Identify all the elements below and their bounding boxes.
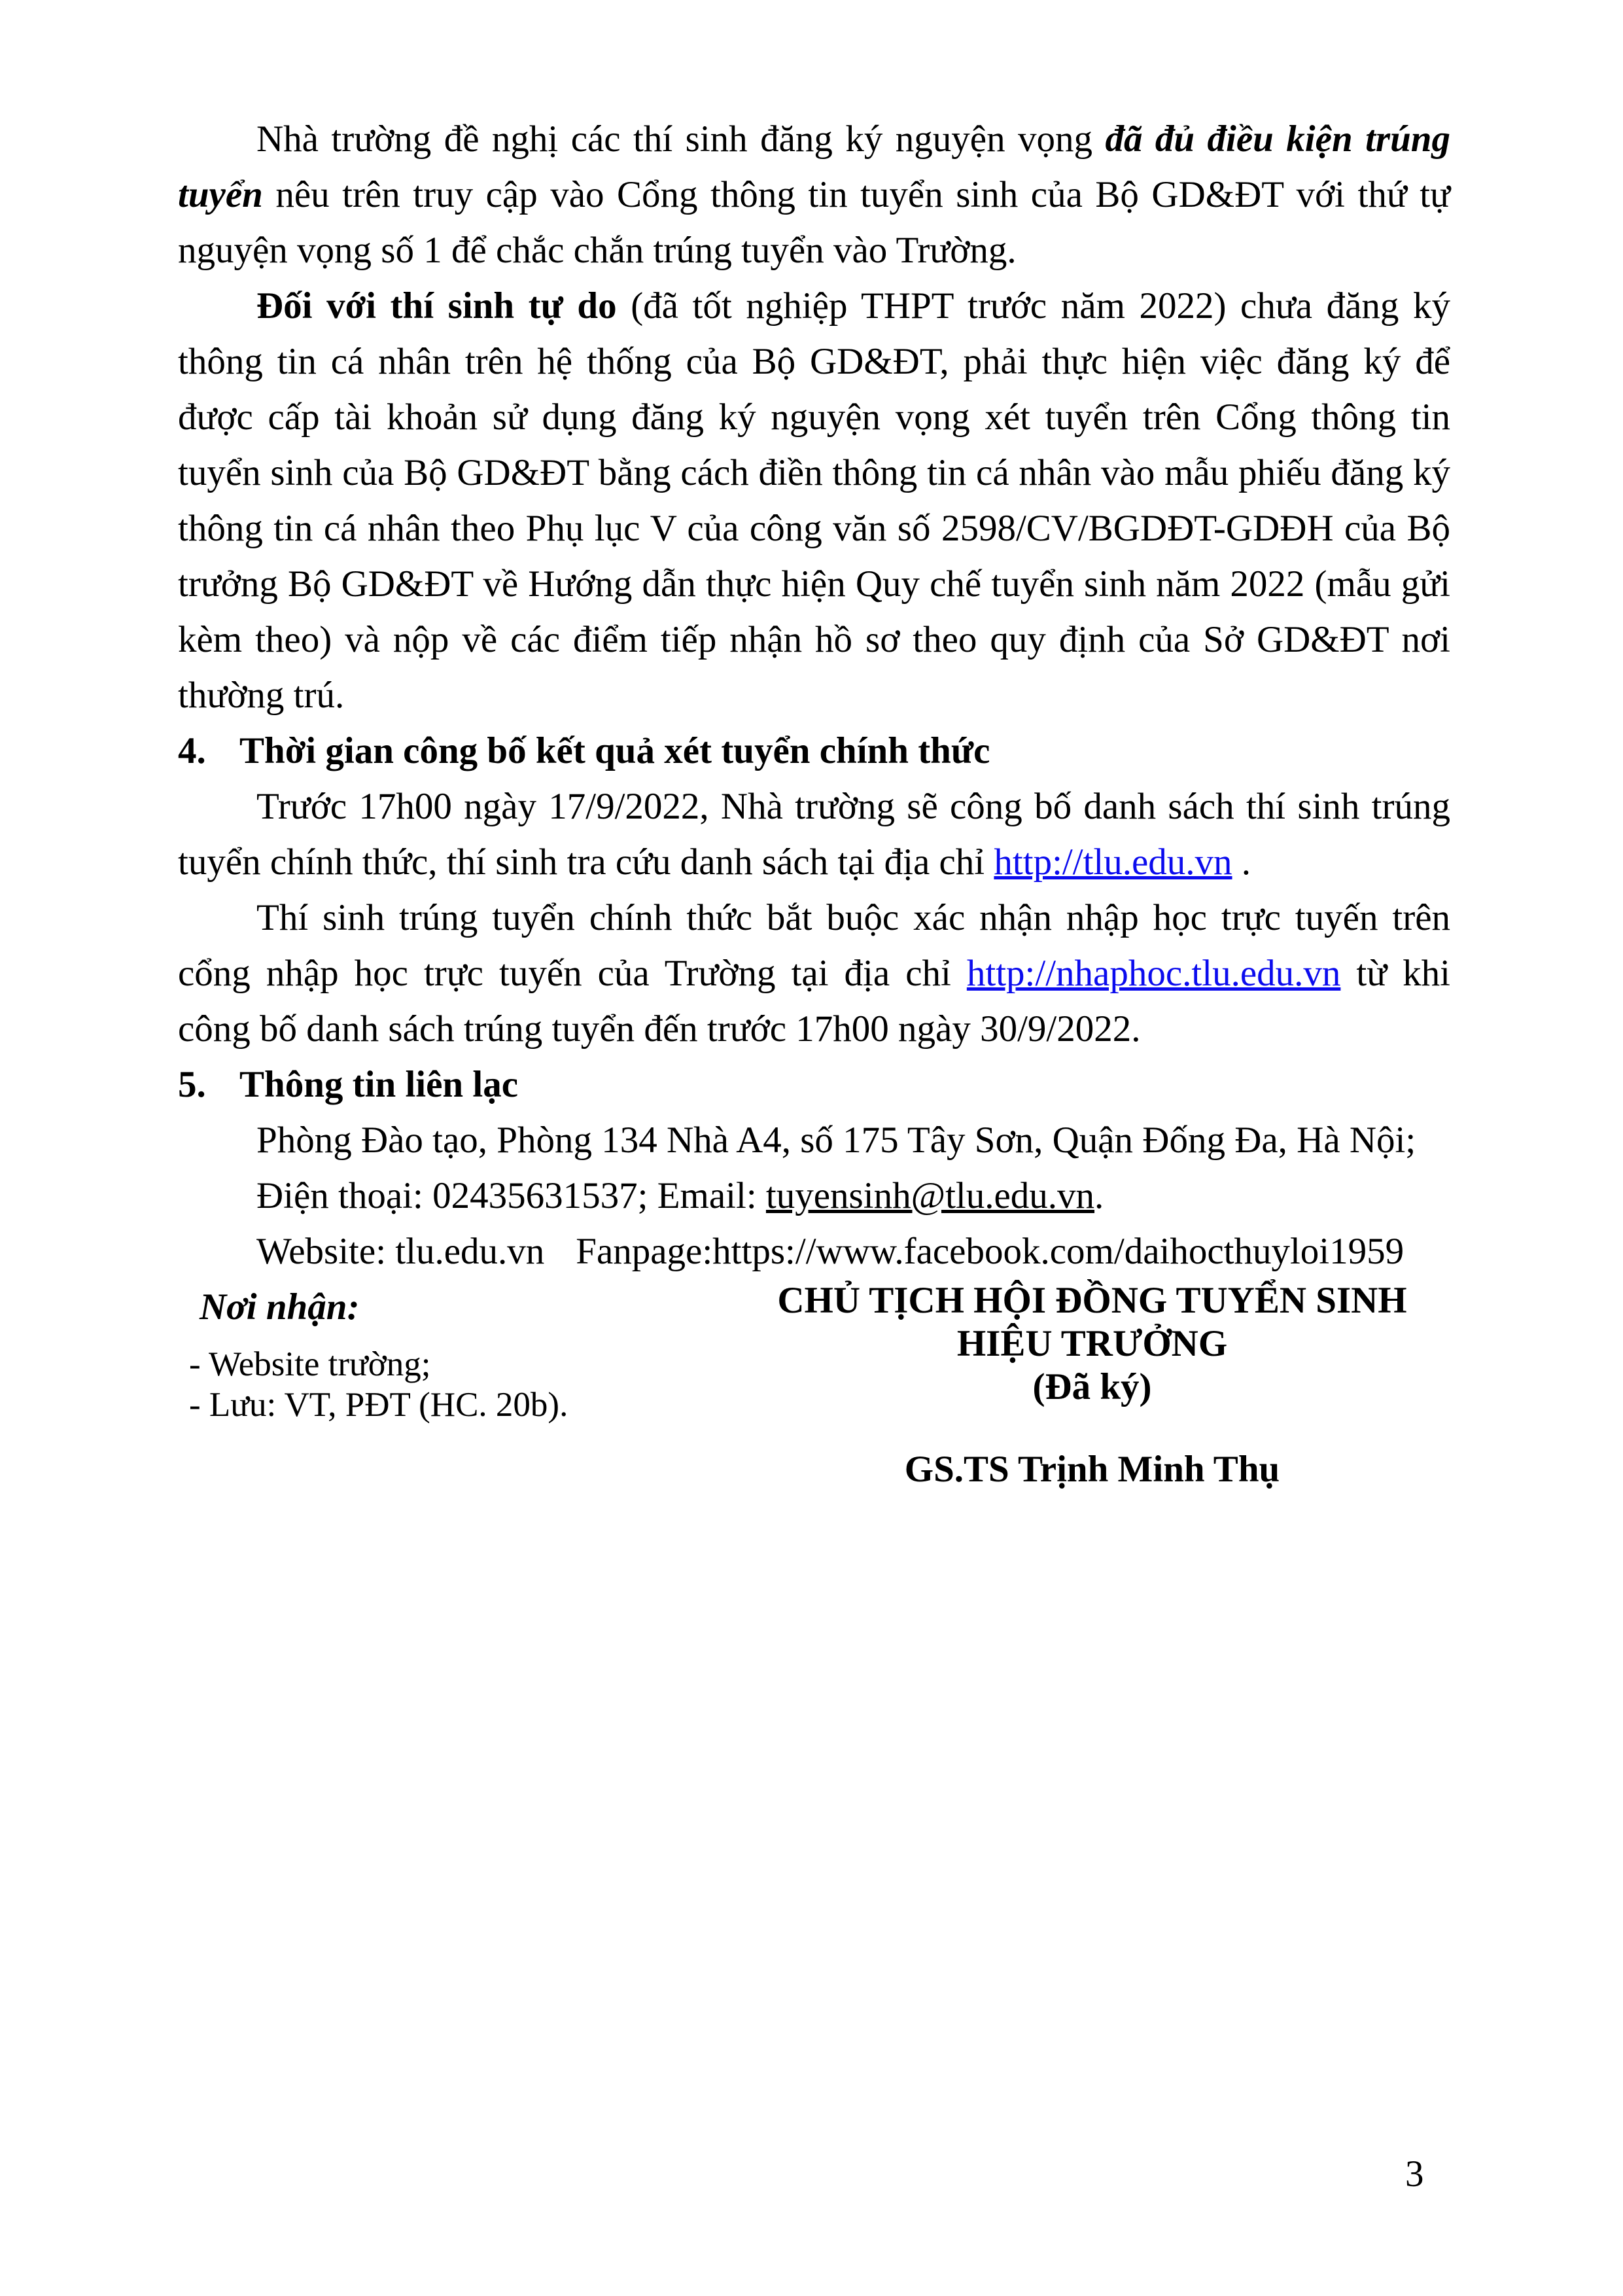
section-5-heading xyxy=(178,1057,1450,1112)
section-4-title: Thời gian công bố kết quả xét tuyển chính thức xyxy=(239,730,990,771)
recipients-block xyxy=(178,1279,701,1425)
emphasis-eligible-condition: đã đủ điều kiện trúng tuyển xyxy=(178,118,1450,215)
text-run: Thí sinh trúng tuyển chính thức bắt buộc xác nhận nhập học trực tuyến trên cổng nhập học trực tuyến của Trường tại địa chỉ xyxy=(178,897,1450,994)
website-text: Website: tlu.edu.vn xyxy=(256,1231,545,1272)
page-number: 3 xyxy=(1405,2153,1424,2195)
nhaphoc-portal-link[interactable]: http://nhaphoc.tlu.edu.vn xyxy=(966,953,1341,994)
paragraph-free-candidates xyxy=(178,278,1450,723)
recipient-item-website: - Website trường; xyxy=(189,1345,431,1383)
document-body xyxy=(178,111,1450,1554)
signature-block xyxy=(734,1279,1450,1491)
section-4-heading xyxy=(178,723,1450,779)
text-run: . xyxy=(1232,841,1251,883)
admission-email-link[interactable]: tuyensinh@tlu.edu.vn xyxy=(765,1175,1095,1216)
signed-note: (Đã ký) xyxy=(1032,1366,1152,1407)
document-footer xyxy=(178,1279,1450,1554)
text-run: Trước 17h00 ngày 17/9/2022, Nhà trường sẽ công bố danh sách thí sinh trúng tuyển chính thức, thí sinh tra cứu danh sách tại địa chỉ xyxy=(178,786,1450,883)
contact-address-line xyxy=(178,1112,1450,1168)
text-run: Điện thoại: 02435631537; Email: xyxy=(256,1175,766,1216)
recipients-list xyxy=(178,1344,701,1425)
text-run: Nhà trường đề nghị các thí sinh đăng ký nguyện vọng xyxy=(256,118,1106,160)
section-4-number: 4. xyxy=(178,730,206,771)
text-run: . xyxy=(1094,1175,1104,1216)
paragraph-register-priority xyxy=(178,111,1450,278)
signer-name: GS.TS Trịnh Minh Thụ xyxy=(904,1449,1280,1490)
contact-website-fanpage-line xyxy=(178,1224,1450,1279)
text-run: (đã tốt nghiệp THPT trước năm 2022) chưa đăng ký thông tin cá nhân trên hệ thống của Bộ GD&ĐT, phải thực hiện việc đăng ký để được cấp tài khoản sử dụng đăng ký nguyện vọng xét tuyển trên Cổng thông tin tuyển sinh của Bộ GD&ĐT bằng cách điền thông tin cá nhân vào mẫu phiếu đăng ký thông tin cá nhân theo Phụ lục V của công văn số 2598/CV/BGDĐT-GDĐH của Bộ trưởng Bộ GD&ĐT về Hướng dẫn thực hiện Quy chế tuyển sinh năm 2022 (mẫu gửi kèm theo) và nộp về các điểm tiếp nhận hồ sơ theo quy định của Sở GD&ĐT nơi thường trú. xyxy=(178,285,1450,716)
text-run: Phòng Đào tạo, Phòng 134 Nhà A4, số 175 Tây Sơn, Quận Đống Đa, Hà Nội; xyxy=(256,1120,1416,1161)
recipients-label: Nơi nhận: xyxy=(200,1286,360,1328)
recipient-item-luu: - Lưu: VT, PĐT (HC. 20b). xyxy=(189,1386,568,1424)
signer-title-council-chairman: CHỦ TỊCH HỘI ĐỒNG TUYỂN SINH xyxy=(777,1280,1407,1321)
paragraph-enrollment-confirmation xyxy=(178,890,1450,1057)
lead-free-candidates: Đối với thí sinh tự do xyxy=(256,285,617,327)
fanpage-text: Fanpage:https://www.facebook.com/daihocthuyloi1959 xyxy=(576,1231,1405,1272)
tlu-portal-link[interactable]: http://tlu.edu.vn xyxy=(994,841,1232,883)
section-5-number: 5. xyxy=(178,1064,206,1105)
section-5-title: Thông tin liên lạc xyxy=(239,1064,518,1105)
signer-title-rector: HIỆU TRƯỞNG xyxy=(956,1323,1228,1364)
paragraph-result-announcement xyxy=(178,779,1450,890)
text-run: từ khi công bố danh sách trúng tuyển đến trước 17h00 ngày 30/9/2022. xyxy=(178,953,1450,1050)
contact-phone-email-line xyxy=(178,1168,1450,1224)
text-run: nêu trên truy cập vào Cổng thông tin tuyển sinh của Bộ GD&ĐT với thứ tự nguyện vọng số 1 để chắc chắn trúng tuyển vào Trường. xyxy=(178,174,1450,271)
